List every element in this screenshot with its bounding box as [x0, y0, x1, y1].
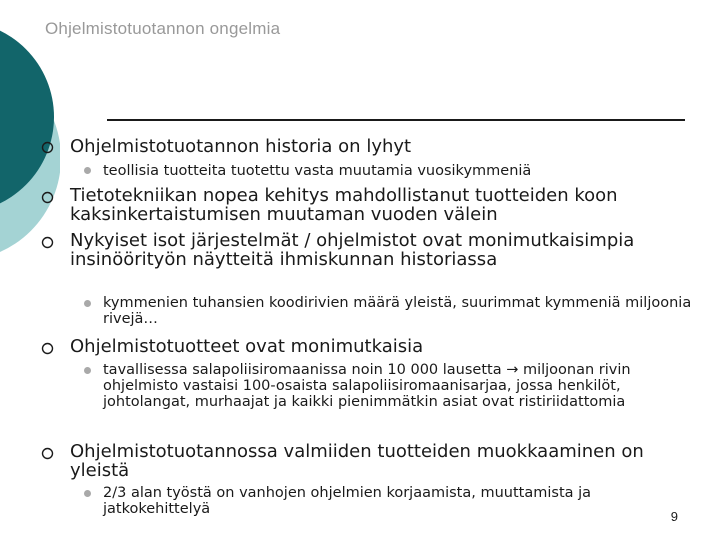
page-number: 9	[670, 509, 678, 524]
bullet-ring-icon	[40, 235, 55, 250]
bullet-ring-icon	[40, 190, 55, 205]
bullet-ring-icon	[40, 341, 55, 356]
sub-bullet-dot-icon	[84, 300, 91, 307]
sub-bullet-text: kymmenien tuhansien koodirivien määrä yleistä, suurimmat kymmeniä miljoonia rivejä…	[103, 295, 692, 327]
sub-bullet-dot-icon	[84, 490, 91, 497]
sub-bullet-dot-icon	[84, 167, 91, 174]
bullet-text: Nykyiset isot järjestelmät / ohjelmistot ovat monimutkaisimpia insinöörityön näytteitä ihmiskunnan historiassa	[70, 230, 635, 270]
bullet-text: Tietotekniikan nopea kehitys mahdollistanut tuotteiden koon kaksinkertaistumisen muutaman vuoden välein	[70, 185, 618, 225]
bullet-text: Ohjelmistotuotannossa valmiiden tuotteiden muokkaaminen on yleistä	[70, 441, 644, 481]
bullet-ring-icon	[40, 446, 55, 461]
sub-bullet-dot-icon	[84, 367, 91, 374]
sub-bullet-text: teollisia tuotteita tuotettu vasta muutamia vuosikymmeniä	[103, 163, 532, 179]
sub-bullet-text: 2/3 alan työstä on vanhojen ohjelmien korjaamista, muuttamista ja jatkokehittelyä	[103, 485, 592, 517]
bullet-text: Ohjelmistotuotteet ovat monimutkaisia	[70, 336, 424, 357]
sub-bullet-text: tavallisessa salapoliisiromaanissa noin 10 000 lausetta → miljoonan rivin ohjelmisto vastaisi 100-osaista salapoliisiromaanisarjaa, jossa henkilöt, johtolangat, murhaajat ja kaikki pienimmätkin asiat ovat ristiriidattomia	[103, 362, 631, 410]
slide-title: Ohjelmistotuotannon ongelmia	[45, 19, 281, 38]
bullet-text: Ohjelmistotuotannon historia on lyhyt	[70, 136, 412, 157]
bullet-ring-icon	[40, 140, 55, 155]
